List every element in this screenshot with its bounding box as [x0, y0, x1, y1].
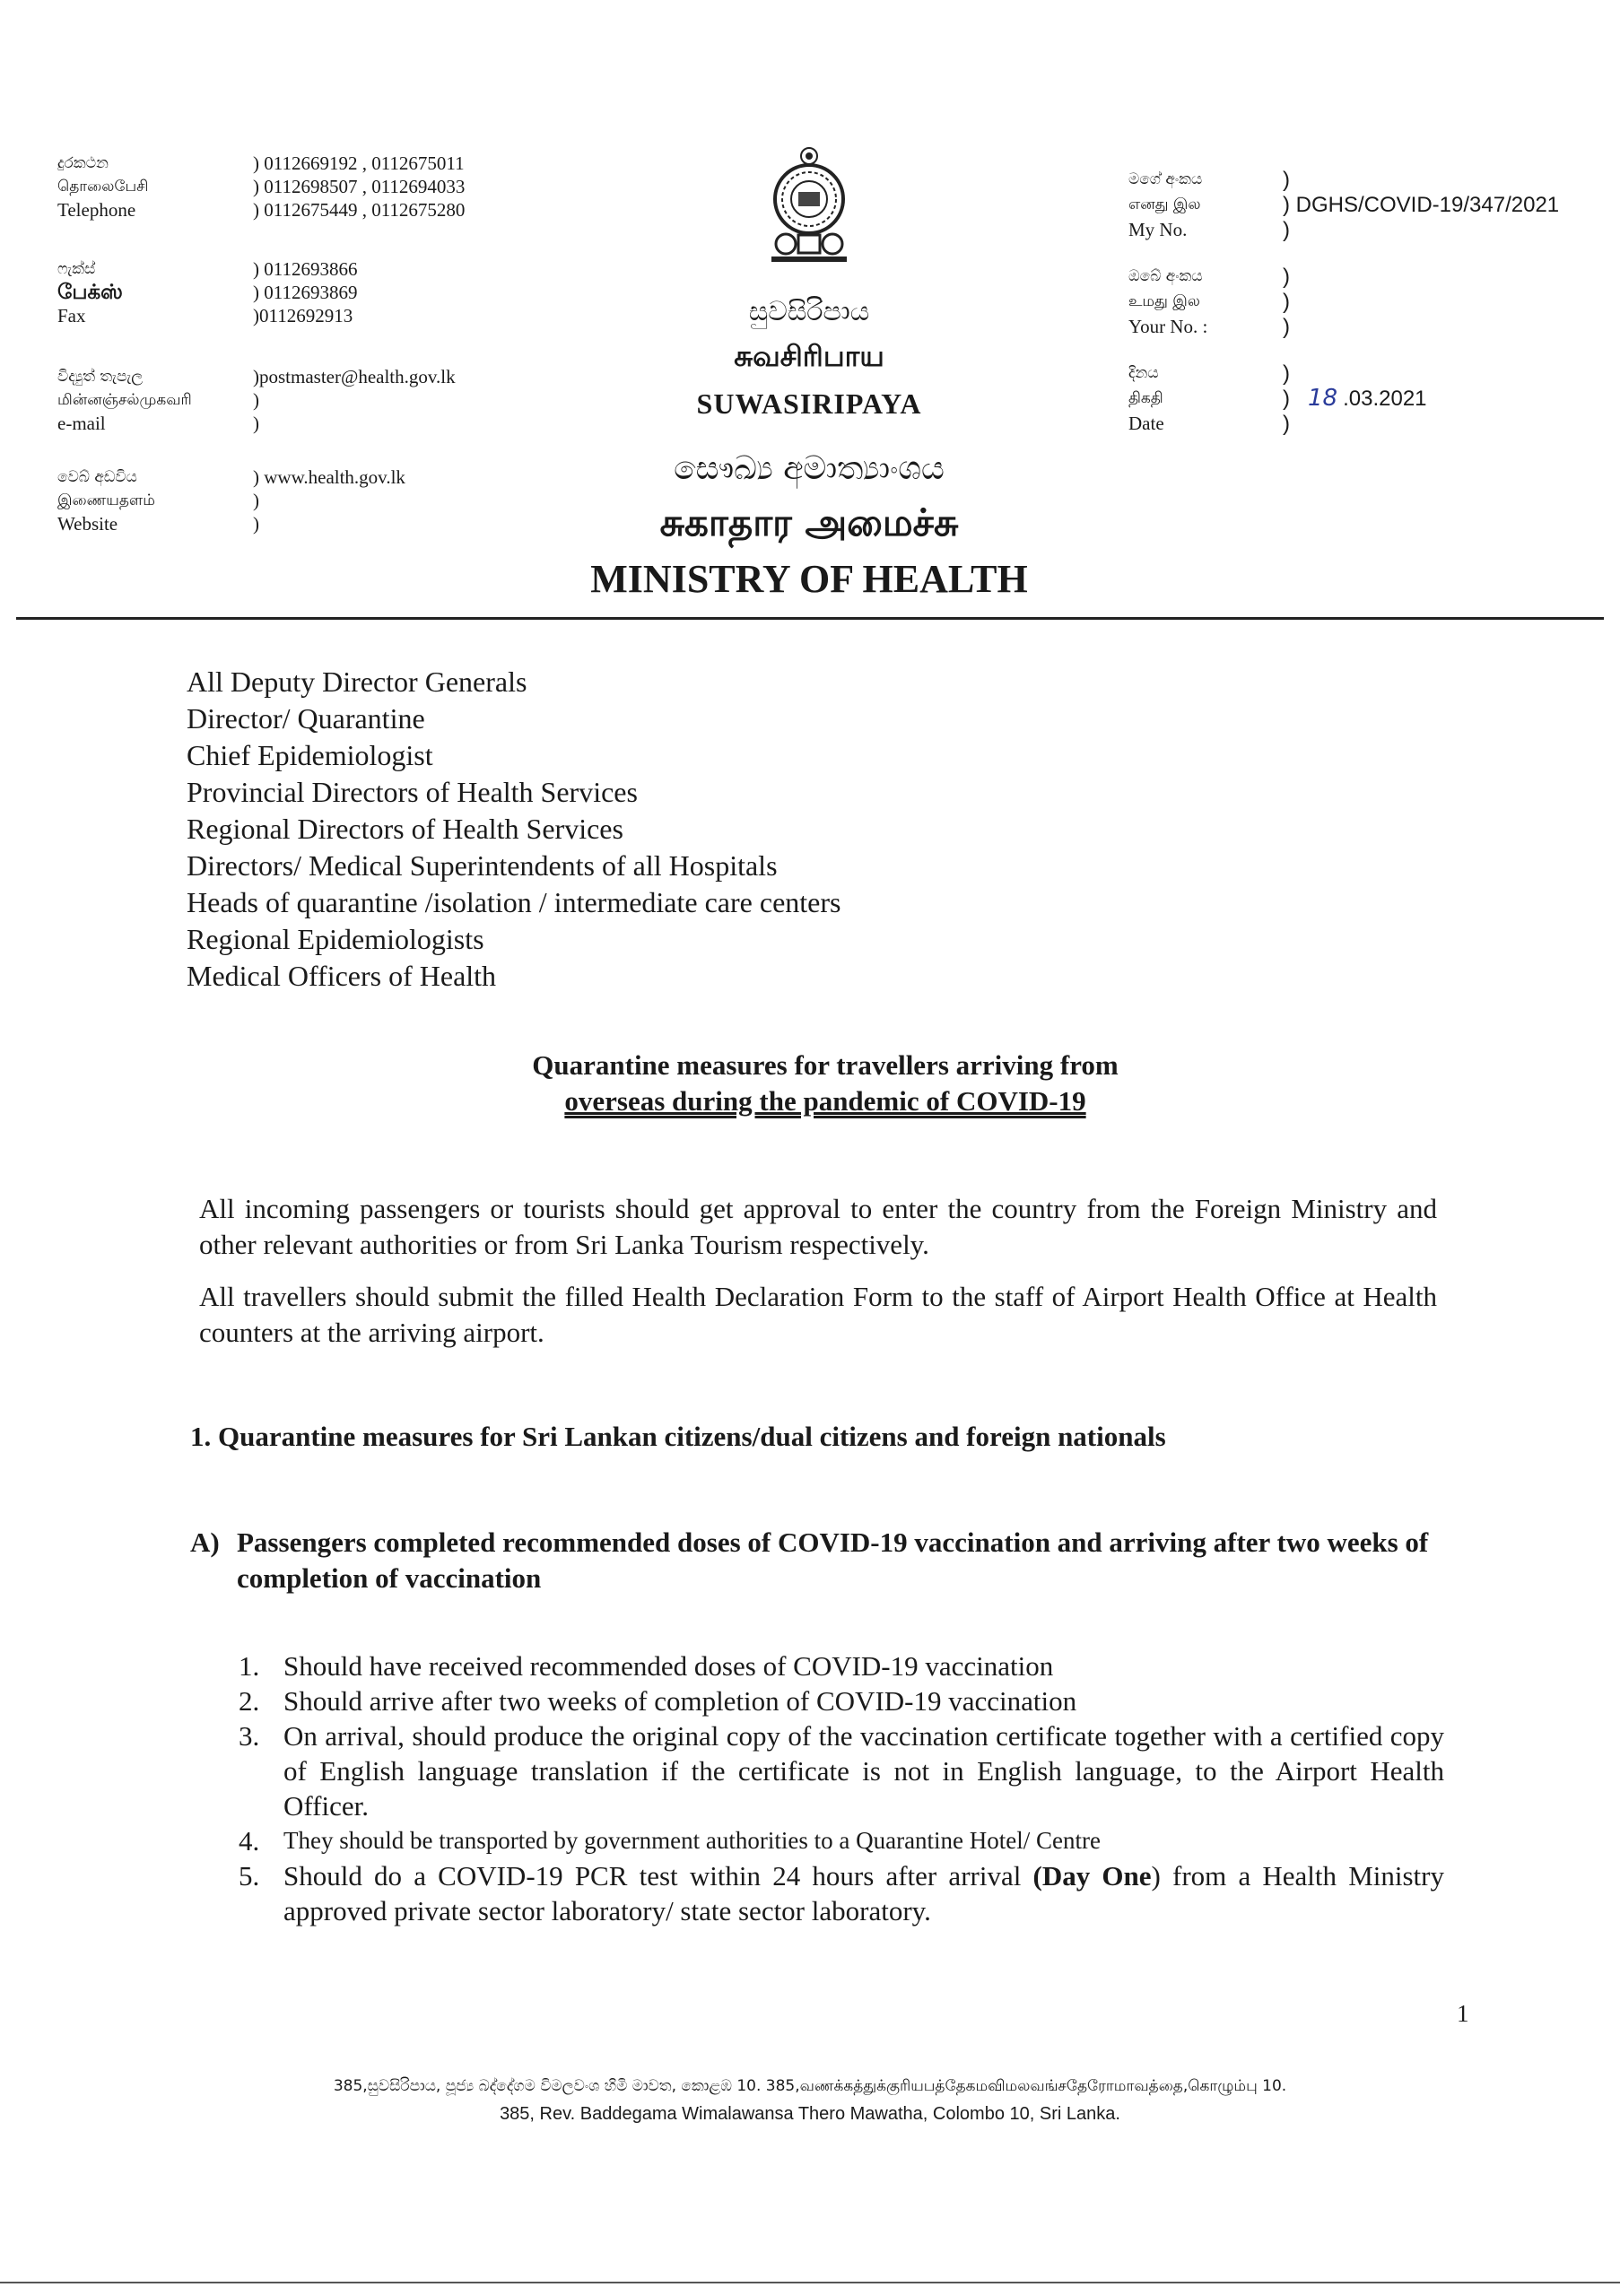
page-bottom-rule [0, 2282, 1620, 2283]
list-item-text: They should be transported by government authorities to a Quarantine Hotel/ Centre [283, 1827, 1101, 1854]
recipient-list [187, 664, 840, 995]
label-your-no-ta: உமது இல [1128, 292, 1200, 310]
ministry-name-english: MINISTRY OF HEALTH [590, 557, 1028, 601]
your-number-block [1128, 265, 1290, 341]
intro-paragraph-declaration: All travellers should submit the filled Health Declaration Form to the staff of Airport Health Office at Health counters at the arriving airport. [199, 1281, 1437, 1348]
subsection-a-text: Passengers completed recommended doses of COVID-19 vaccination and arriving after two weeks of completion of vaccination [237, 1526, 1429, 1594]
date-day-handwritten: 18 [1308, 385, 1338, 412]
date-value-3: ) [1283, 412, 1290, 436]
label-email-en: e-mail [57, 413, 106, 434]
list-item-number: 5. [239, 1860, 260, 1892]
my-number-block [1128, 169, 1559, 244]
subsection-a-marker: A) [190, 1526, 220, 1558]
list-item-emphasis: Day One [1041, 1860, 1152, 1892]
list-item-paren: ( [1032, 1860, 1042, 1892]
label-your-no-si: ඔබේ අංකය [1128, 267, 1203, 285]
your-no-value-2: ) [1283, 290, 1290, 314]
label-telephone-en: Telephone [57, 199, 136, 221]
label-fax-si: ෆැක්ස් [57, 260, 96, 278]
telephone-value-1: ) 0112669192 , 0112675011 [253, 152, 465, 174]
label-my-no-si: මගේ අංකය [1128, 170, 1203, 188]
date-month-year: .03.2021 [1343, 387, 1427, 411]
reference-number: ) DGHS/COVID-19/347/2021 [1283, 193, 1560, 217]
label-fax-en: Fax [57, 305, 86, 326]
date-block [1128, 362, 1427, 438]
list-item-text-part: ) from a Health Ministry approved private sector laboratory/ state sector laboratory. [283, 1860, 1444, 1926]
contact-telephone [57, 152, 465, 222]
page-number: 1 [1457, 2000, 1469, 2027]
email-value-2: ) [253, 389, 259, 411]
document-title [179, 1048, 1471, 1119]
label-email-ta: மின்னஞ்சல்முகவரி [57, 391, 192, 409]
my-no-value-1: ) [1283, 168, 1290, 192]
list-item [239, 1683, 1444, 1718]
recipient-item: Regional Epidemiologists [187, 923, 484, 955]
list-item [239, 1718, 1444, 1823]
label-date-si: දිනය [1128, 364, 1159, 382]
recipient-item: Director/ Quarantine [187, 702, 425, 735]
email-value-3: ) [253, 413, 259, 434]
label-my-no-en: My No. [1128, 219, 1188, 240]
recipient-item: All Deputy Director Generals [187, 665, 527, 698]
website-value-3: ) [253, 513, 259, 535]
label-fax-ta: பேக்ஸ் [57, 281, 123, 304]
recipient-item: Medical Officers of Health [187, 960, 497, 992]
label-date-en: Date [1128, 413, 1164, 434]
list-item-number: 1. [239, 1650, 260, 1682]
date-value-1: ) [1283, 361, 1290, 386]
list-item-number: 2. [239, 1685, 260, 1717]
list-item-number: 3. [239, 1720, 260, 1752]
letterhead-divider [16, 617, 1604, 620]
recipient-item: Heads of quarantine /isolation / intermediate care centers [187, 886, 841, 918]
recipient-item: Provincial Directors of Health Services [187, 776, 638, 808]
contact-website [57, 466, 405, 536]
list-item [239, 1823, 1444, 1858]
subsection-a-heading [190, 1525, 1464, 1596]
recipient-item: Chief Epidemiologist [187, 739, 433, 771]
telephone-value-3: ) 0112675449 , 0112675280 [253, 199, 466, 221]
list-item-number: 4. [239, 1825, 260, 1857]
state-emblem-icon [764, 144, 854, 269]
contact-email [57, 366, 456, 436]
list-item [239, 1858, 1444, 1928]
email-link[interactable]: )postmaster@health.gov.lk [253, 366, 456, 387]
document-title-line-1: Quarantine measures for travellers arriving from [532, 1049, 1119, 1081]
website-value-2: ) [253, 490, 259, 511]
label-your-no-en: Your No. : [1128, 316, 1208, 337]
label-website-si: වෙබ් අඩවිය [57, 468, 137, 486]
date-value [1283, 387, 1427, 413]
list-item-text: Should have received recommended doses of COVID-19 vaccination [283, 1650, 1054, 1682]
list-item-text: On arrival, should produce the original copy of the vaccination certificate together with a certified copy of English language translation if the certificate is not in English language, to the Airport Health Officer. [283, 1720, 1444, 1822]
label-website-ta: இணையதளம் [57, 491, 155, 509]
document-title-line-2: overseas during the pandemic of COVID-19 [564, 1085, 1086, 1117]
date-paren: ) [1283, 387, 1290, 411]
website-link[interactable]: ) www.health.gov.lk [253, 466, 405, 488]
contact-fax [57, 258, 357, 328]
section-1-heading: 1. Quarantine measures for Sri Lankan citizens/dual citizens and foreign nationals [190, 1421, 1166, 1452]
your-no-value-3: ) [1283, 315, 1290, 339]
building-name-english: SUWASIRIPAYA [696, 387, 922, 420]
intro-paragraph-approval: All incoming passengers or tourists should get approval to enter the country from the Foreign Ministry and other relevant authorities or from Sri Lanka Tourism respectively. [199, 1193, 1437, 1260]
fax-value-2: ) 0112693869 [253, 282, 358, 303]
label-website-en: Website [57, 513, 118, 535]
label-my-no-ta: எனது இல [1128, 196, 1201, 213]
requirements-list [239, 1648, 1444, 1928]
ministry-name-sinhala: සෞඛ්‍ය අමාත්‍යාංශය [674, 450, 945, 487]
list-item-text [283, 1858, 1444, 1928]
telephone-value-2: ) 0112698507 , 0112694033 [253, 176, 466, 197]
my-no-value-3: ) [1283, 218, 1290, 242]
building-name-tamil: சுவசிரிபாய [734, 339, 884, 373]
fax-value-3: )0112692913 [253, 305, 353, 326]
label-telephone-si: දුරකථන [57, 154, 109, 172]
fax-value-1: ) 0112693866 [253, 258, 358, 280]
label-telephone-ta: தொலைபேசி [57, 178, 149, 196]
recipient-item: Regional Directors of Health Services [187, 813, 623, 845]
recipient-item: Directors/ Medical Superintendents of all Hospitals [187, 849, 778, 882]
ministry-name-tamil: சுகாதார அமைச்சு [659, 500, 959, 544]
label-email-si: විද්‍යුත් තැපැල [57, 368, 144, 386]
building-name-sinhala: සුවසිරිපාය [748, 296, 870, 327]
list-item-text: Should arrive after two weeks of completion of COVID-19 vaccination [283, 1685, 1077, 1717]
label-date-ta: திகதி [1128, 389, 1163, 407]
footer-address-native: 385,සුවසිරිපාය, පූජ්‍ය බද්දේගම විමලවංශ හිමි මාවත, කොළඹ 10. 385,வணக்கத்துக்குரியபத்தேகமவிமலவங்சதேரோமாவத்தை,கொழும்பு 10. [333, 2077, 1287, 2095]
list-item [239, 1648, 1444, 1683]
list-item-text-part: Should do a COVID-19 PCR test within 24 hours after arrival [283, 1860, 1033, 1892]
your-no-value-1: ) [1283, 265, 1290, 289]
footer-address-english: 385, Rev. Baddegama Wimalawansa Thero Mawatha, Colombo 10, Sri Lanka. [500, 2104, 1120, 2124]
